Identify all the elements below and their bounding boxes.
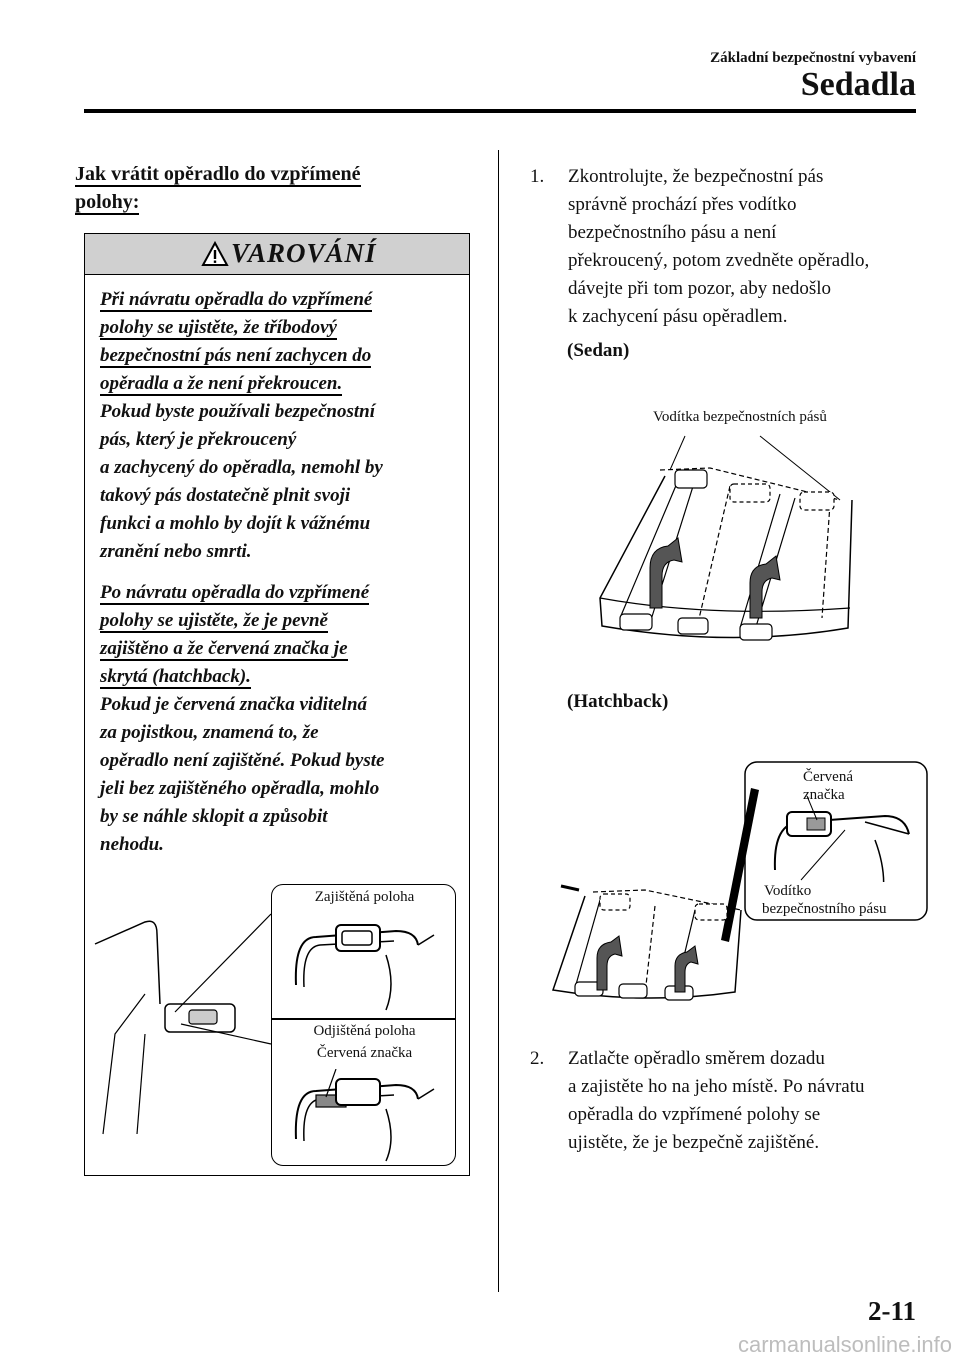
section-label: Základní bezpečnostní vybavení — [710, 50, 916, 66]
warning-paragraph-2 — [100, 579, 460, 859]
step-line: bezpečnostního pásu a není — [568, 222, 777, 243]
column-divider — [498, 150, 499, 1292]
warning-title: VAROVÁNÍ — [231, 238, 377, 268]
hatchback-label: (Hatchback) — [567, 691, 669, 712]
page-number: 2-11 — [867, 1296, 916, 1326]
warning-line: bezpečnostní pás není zachycen do — [100, 345, 372, 366]
inset-divider — [272, 1018, 455, 1020]
warning-line: a zachycený do opěradla, nemohl by — [100, 457, 383, 478]
step-line: ujistěte, že je bezpečně zajištěné. — [568, 1132, 820, 1153]
locked-latch-icon — [286, 915, 446, 1013]
label-line: bezpečnostního pásu — [762, 901, 887, 917]
warning-line: Pokud byste používali bezpečnostní — [100, 401, 375, 422]
label-line: Vodítko — [764, 883, 812, 899]
warning-line: Pokud je červená značka viditelná — [100, 694, 368, 715]
step-line: Zatlačte opěradlo směrem dozadu — [568, 1048, 825, 1069]
warning-line: by se náhle sklopit a způsobit — [100, 806, 328, 827]
hatchback-guide-label — [762, 882, 887, 918]
warning-line: Po návratu opěradla do vzpřímené — [100, 582, 370, 603]
watermark: carmanualsonline.info — [737, 1332, 952, 1357]
sedan-seat-illustration — [590, 428, 866, 668]
warning-line: polohy se ujistěte, že je pevně — [100, 610, 328, 631]
warning-line: opěradlo není zajištěné. Pokud byste — [100, 750, 385, 771]
warning-line: zajištěno a že červená značka je — [100, 638, 348, 659]
sedan-label: (Sedan) — [567, 340, 630, 361]
warning-line: funkci a mohlo by dojít k vážnému — [100, 513, 371, 534]
header-rule — [84, 109, 916, 113]
step-line: k zachycení pásu opěradlem. — [568, 306, 788, 327]
warning-line: skrytá (hatchback). — [100, 666, 251, 687]
chapter-title: Sedadla — [800, 66, 916, 103]
warning-line: za pojistkou, znamená to, že — [100, 722, 319, 743]
warning-line: nehodu. — [100, 834, 164, 855]
label-line: značka — [803, 787, 845, 803]
locked-position-label: Zajištěná poloha — [314, 889, 415, 905]
warning-triangle-icon — [201, 241, 229, 267]
step-line: dávejte při tom pozor, aby nedošlo — [568, 278, 832, 299]
warning-line: zranění nebo smrti. — [100, 541, 252, 562]
subheading-line: Jak vrátit opěradlo do vzpřímené — [75, 163, 361, 185]
warning-line: opěradla a že není překroucen. — [100, 373, 343, 394]
subheading-line: polohy: — [75, 191, 140, 213]
unlocked-position-label: Odjištěná poloha — [313, 1023, 416, 1039]
step-line: a zajistěte ho na jeho místě. Po návratu — [568, 1076, 865, 1097]
warning-header — [85, 234, 469, 275]
latch-inset-panel — [271, 884, 456, 1166]
warning-line: Při návratu opěradla do vzpřímené — [100, 289, 373, 310]
step-line: opěradla do vzpřímené polohy se — [568, 1104, 821, 1125]
label-line: Červená — [803, 769, 853, 785]
warning-line: takový pás dostatečně plnit svoji — [100, 485, 351, 506]
hatchback-red-mark-label — [803, 768, 853, 804]
unlocked-latch-icon — [286, 1069, 446, 1163]
warning-line: jeli bez zajištěného opěradla, mohlo — [100, 778, 380, 799]
warning-line: polohy se ujistěte, že tříbodový — [100, 317, 337, 338]
warning-line: pás, který je překroucený — [100, 429, 297, 450]
seatback-latch-illustration — [85, 894, 285, 1174]
step-line: překroucený, potom zvedněte opěradlo, — [568, 250, 870, 271]
warning-box — [84, 233, 470, 1176]
subheading — [75, 160, 361, 216]
seatbelt-guides-label: Vodítka bezpečnostních pásů — [653, 409, 827, 425]
red-mark-label: Červená značka — [316, 1045, 413, 1061]
step-number: 2. — [530, 1048, 545, 1069]
step-line: Zkontrolujte, že bezpečnostní pás — [568, 166, 824, 187]
step-number: 1. — [530, 166, 545, 187]
warning-paragraph-1 — [100, 286, 460, 566]
step-line: správně prochází přes vodítko — [568, 194, 797, 215]
